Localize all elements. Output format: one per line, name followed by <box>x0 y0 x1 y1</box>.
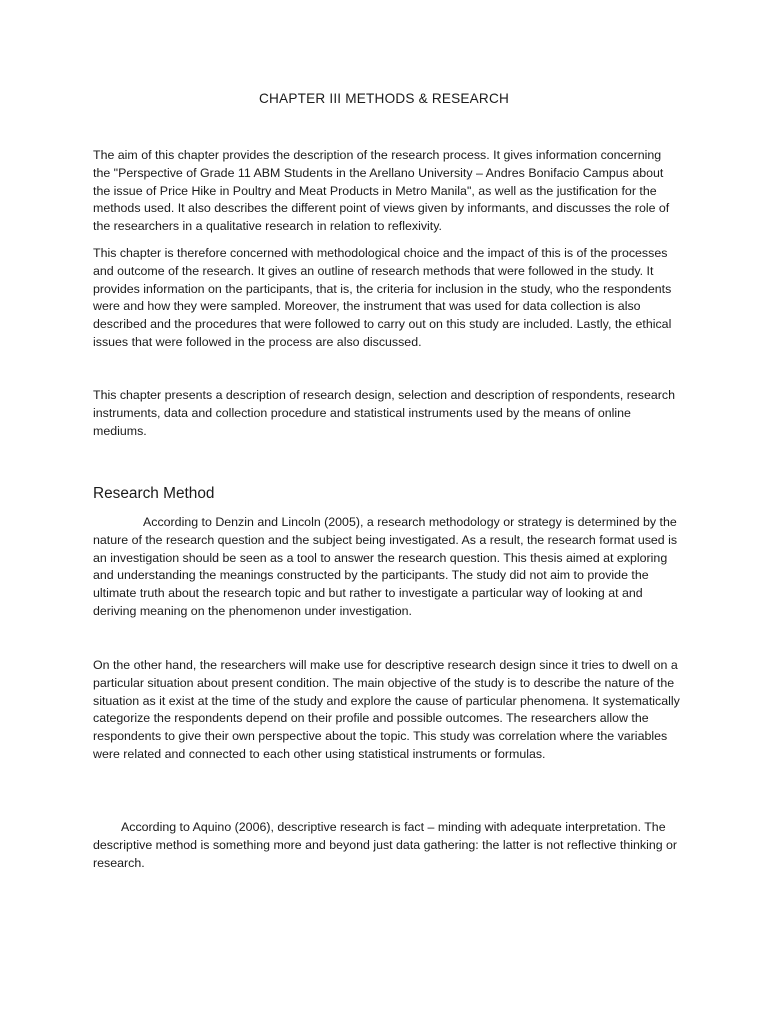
section-paragraph-1: According to Denzin and Lincoln (2005), a research methodology or strategy is determined by the nature of the research question and the subject being investigated. As a result, the research format used is an investigation should be seen as a tool to answer the research question. This thesis aimed at exploring and understanding the meanings constructed by the participants. The study did not aim to provide the ultimate truth about the research topic and but rather to investigate a particular way of looking at and deriving meaning on the phenomenon under investigation. <box>93 515 678 618</box>
section-paragraph-3: According to Aquino (2006), descriptive research is fact – minding with adequate interpretation. The descriptive method is something more and beyond just data gathering: the latter is not reflective thinking or research. <box>93 820 678 870</box>
section-paragraph-2: On the other hand, the researchers will make use for descriptive research design since it tries to dwell on a particular situation about present condition. The main objective of the study is to describe the nature of the situation as it exist at the time of the study and explore the cause of particular phenomena. It systematically categorize the respondents depend on their profile and possible outcomes. The researchers allow the respondents to give their own perspective about the topic. This study was correlation where the variables were related and connected to each other using statistical instruments or formulas. <box>93 658 680 761</box>
intro-paragraph-2: This chapter is therefore concerned with methodological choice and the impact of this is of the processes and outcome of the research. It gives an outline of research methods that were followed in the study. It provides information on the participants, that is, the criteria for inclusion in the study, who the respondents were and how they were sampled. Moreover, the instrument that was used for data collection is also described and the procedures that were followed to carry out on this study are included. Lastly, the ethical issues that were followed in the process are also discussed. <box>93 246 672 349</box>
intro-paragraph-1: The aim of this chapter provides the description of the research process. It gives information concerning the "Perspective of Grade 11 ABM Students in the Arellano University – Andres Bonifacio Campus about the issue of Price Hike in Poultry and Meat Products in Metro Manila", as well as the justification for the methods used. It also describes the different point of views given by informants, and discusses the role of the researchers in a qualitative research in relation to reflexivity. <box>93 148 670 234</box>
chapter-title: CHAPTER III METHODS & RESEARCH <box>259 91 509 106</box>
section-heading: Research Method <box>93 485 215 502</box>
intro-paragraph-3: This chapter presents a description of research design, selection and description of respondents, research instruments, data and collection procedure and statistical instruments used by the means of online mediums. <box>93 388 675 438</box>
